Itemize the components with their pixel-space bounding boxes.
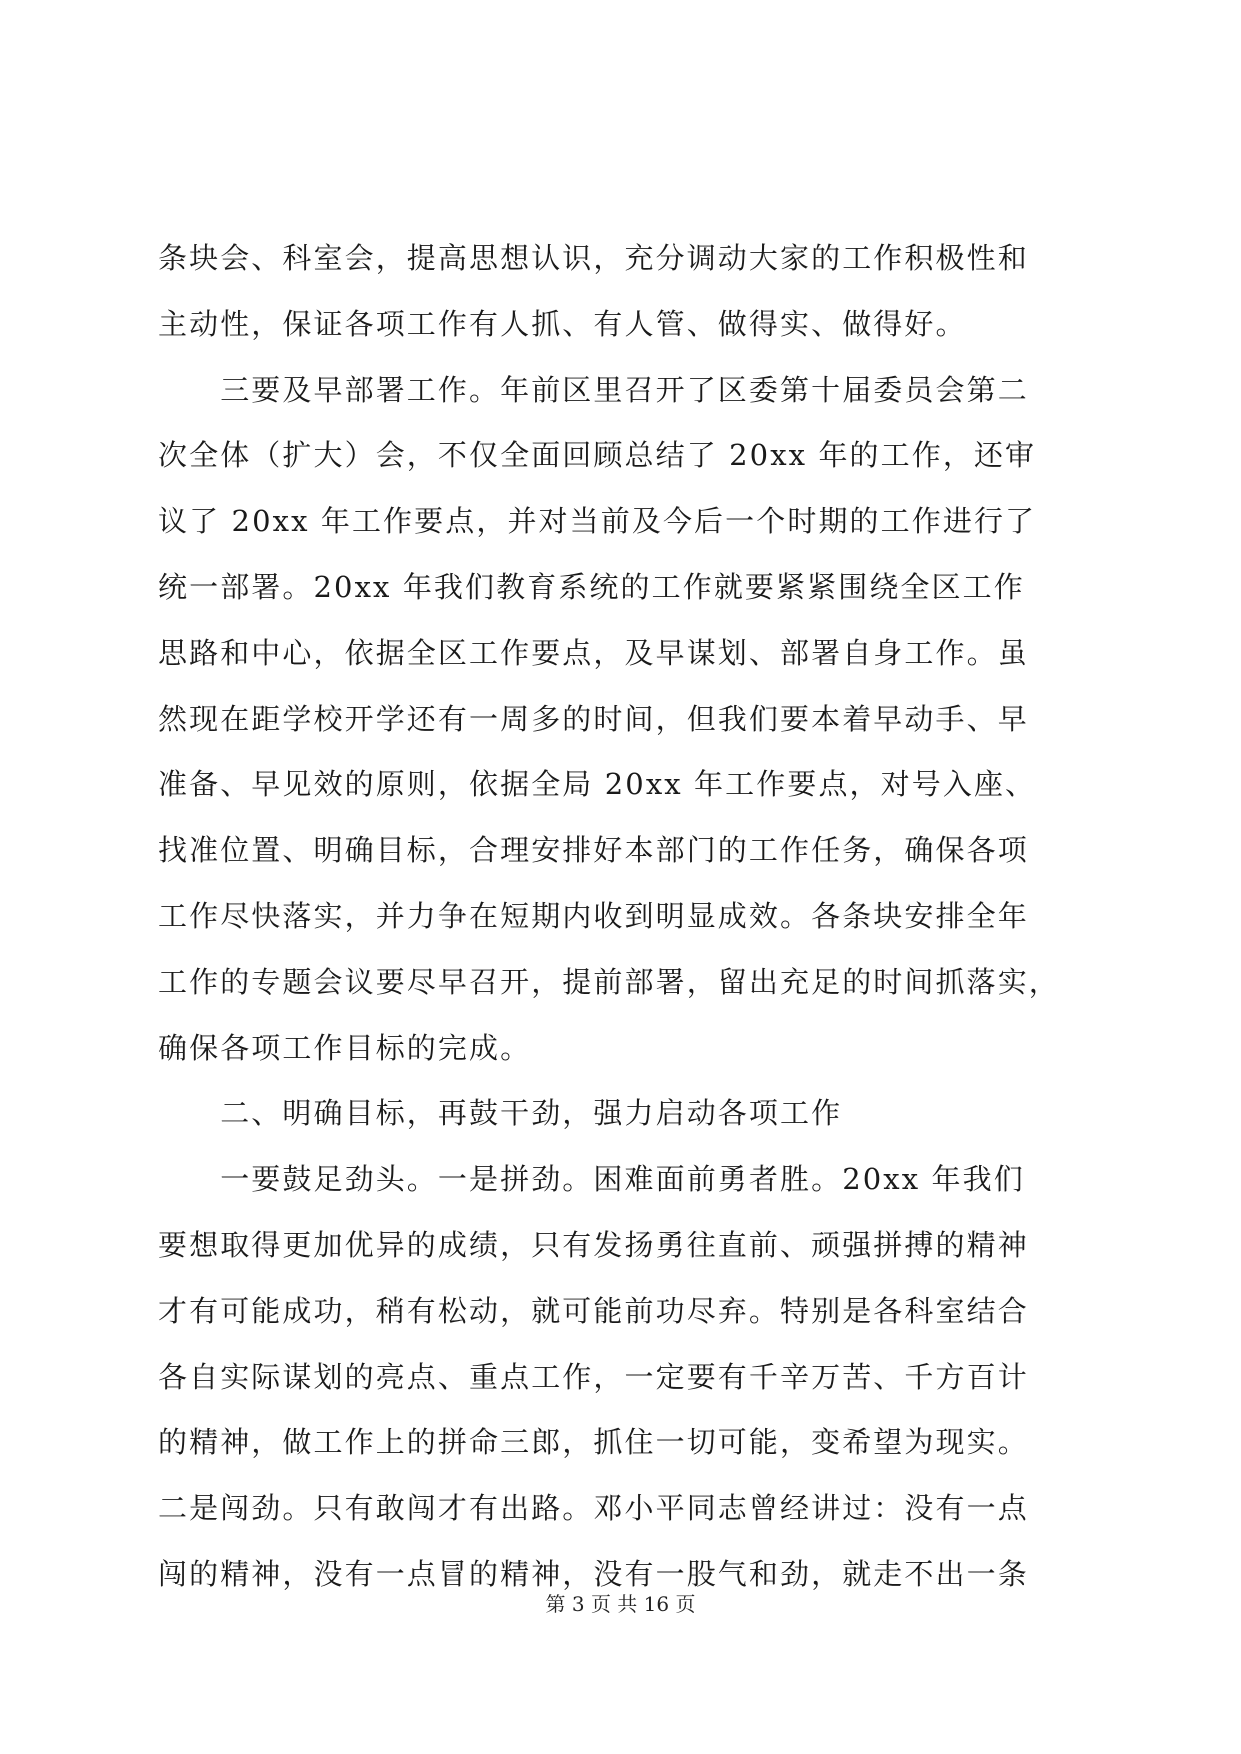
text-line: 确保各项工作目标的完成。 [158, 1030, 532, 1065]
text-line: 次全体（扩大）会，不仅全面回顾总结了 20xx 年的工作，还审 [158, 438, 1037, 473]
page-number-footer: 第 3 页 共 16 页 [545, 1592, 696, 1616]
document-body [158, 226, 1088, 1608]
text-line: 要想取得更加优异的成绩，只有发扬勇往直前、顽强拼搏的精神 [158, 1227, 1029, 1262]
text-line: 找准位置、明确目标，合理安排好本部门的工作任务，确保各项 [158, 833, 1029, 868]
section-heading: 二、明确目标，再鼓干劲，强力启动各项工作 [158, 1096, 843, 1131]
text-line: 二是闯劲。只有敢闯才有出路。邓小平同志曾经讲过：没有一点 [158, 1491, 1029, 1526]
text-line: 各自实际谋划的亮点、重点工作，一定要有千辛万苦、千方百计 [158, 1359, 1029, 1394]
text-line: 一要鼓足劲头。一是拼劲。困难面前勇者胜。20xx 年我们 [158, 1162, 1025, 1197]
text-line: 准备、早见效的原则，依据全局 20xx 年工作要点，对号入座、 [158, 767, 1037, 802]
text-line: 三要及早部署工作。年前区里召开了区委第十届委员会第二 [158, 372, 1029, 407]
text-line: 主动性，保证各项工作有人抓、有人管、做得实、做得好。 [158, 306, 967, 341]
text-line: 才有可能成功，稍有松动，就可能前功尽弃。特别是各科室结合 [158, 1293, 1029, 1328]
text-line: 闯的精神，没有一点冒的精神，没有一股气和劲，就走不出一条 [158, 1556, 1029, 1591]
text-line: 工作尽快落实，并力争在短期内收到明显成效。各条块安排全年 [158, 898, 1029, 933]
text-line: 议了 20xx 年工作要点，并对当前及今后一个时期的工作进行了 [158, 504, 1037, 539]
text-line: 统一部署。20xx 年我们教育系统的工作就要紧紧围绕全区工作 [158, 569, 1025, 604]
text-line: 的精神，做工作上的拼命三郎，抓住一切可能，变希望为现实。 [158, 1425, 1029, 1460]
text-line: 然现在距学校开学还有一周多的时间，但我们要本着早动手、早 [158, 701, 1029, 736]
text-line: 思路和中心，依据全区工作要点，及早谋划、部署自身工作。虽 [158, 635, 1029, 670]
text-line: 工作的专题会议要尽早召开，提前部署，留出充足的时间抓落实， [158, 964, 1060, 999]
text-line: 条块会、科室会，提高思想认识，充分调动大家的工作积极性和 [158, 241, 1029, 275]
